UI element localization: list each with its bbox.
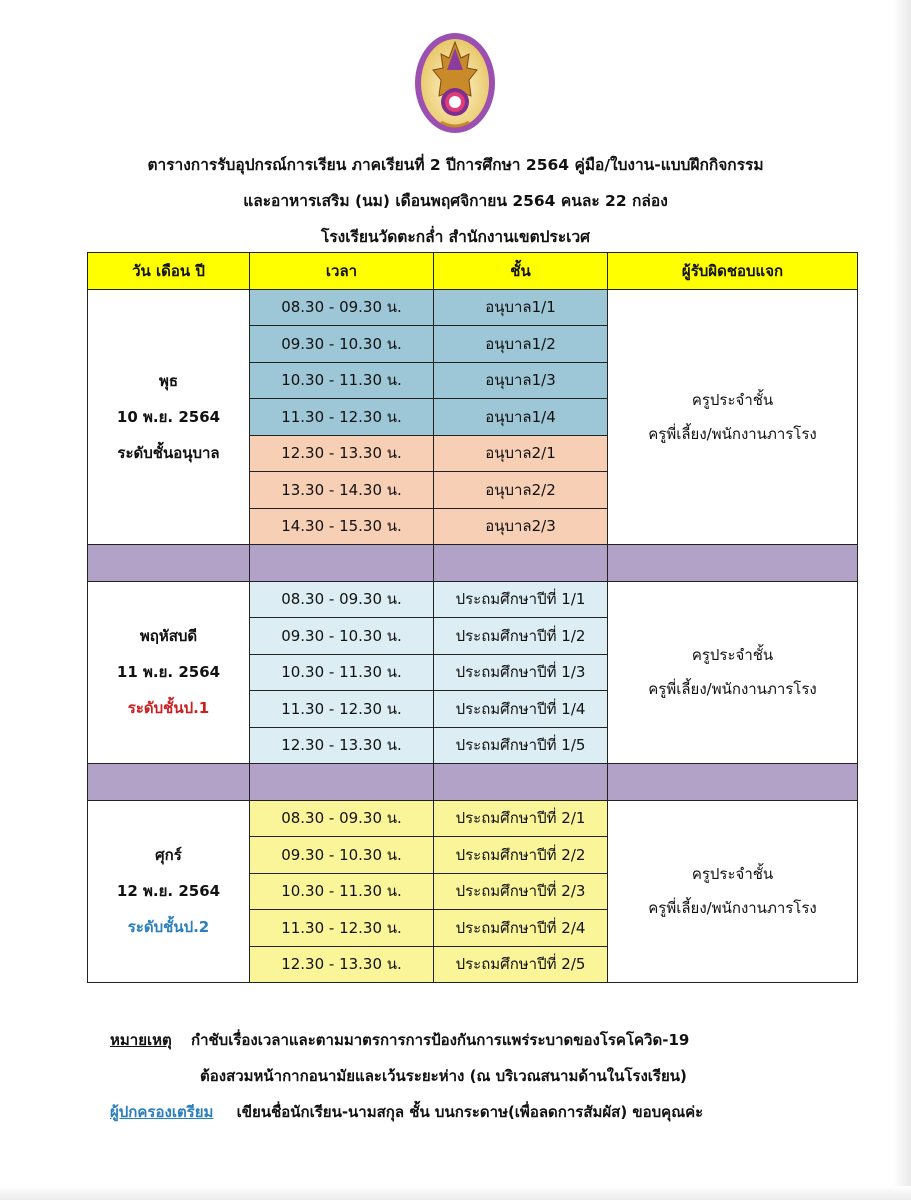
page-edge-shadow: [893, 0, 911, 1200]
parent-text: เขียนชื่อนักเรียน-นามสกุล ชั้น บนกระดาษ(เพื่อลดการสัมผัส) ขอบคุณค่ะ: [236, 1103, 704, 1121]
header-class: ชั้น: [434, 253, 608, 290]
schedule-table: [87, 252, 858, 983]
class-cell: อนุบาล1/3: [434, 362, 608, 399]
time-cell: 13.30 - 14.30 น.: [250, 472, 434, 509]
time-cell: 09.30 - 10.30 น.: [250, 618, 434, 655]
responsible-line: ครูพี่เลี้ยง/พนักงานภารโรง: [648, 899, 817, 918]
class-cell: ประถมศึกษาปีที่ 1/5: [434, 727, 608, 764]
time-cell: 10.30 - 11.30 น.: [250, 654, 434, 691]
class-cell: ประถมศึกษาปีที่ 1/3: [434, 654, 608, 691]
class-cell: อนุบาล1/4: [434, 399, 608, 436]
responsible-cell: [608, 581, 858, 764]
page-bottom-shadow: [0, 1186, 911, 1200]
day-name: ศุกร์: [155, 846, 182, 865]
time-cell: 14.30 - 15.30 น.: [250, 508, 434, 545]
day-cell-friday: [88, 800, 250, 983]
day-level: ระดับชั้นป.1: [127, 699, 210, 718]
time-cell: 10.30 - 11.30 น.: [250, 873, 434, 910]
class-cell: ประถมศึกษาปีที่ 2/1: [434, 800, 608, 837]
day-cell-thursday: [88, 581, 250, 764]
title-line-2: และอาหารเสริม (นม) เดือนพฤศจิกายน 2564 คนละ 22 กล่อง: [243, 192, 668, 210]
responsible-line: ครูพี่เลี้ยง/พนักงานภารโรง: [648, 680, 817, 699]
table-header-row: [88, 253, 858, 290]
class-cell: อนุบาล1/1: [434, 289, 608, 326]
time-cell: 12.30 - 13.30 น.: [250, 435, 434, 472]
table-row: [88, 581, 858, 618]
time-cell: 08.30 - 09.30 น.: [250, 800, 434, 837]
class-cell: ประถมศึกษาปีที่ 2/2: [434, 837, 608, 874]
time-cell: 08.30 - 09.30 น.: [250, 289, 434, 326]
day-date: 11 พ.ย. 2564: [116, 663, 221, 682]
separator-row: [88, 545, 858, 582]
class-cell: อนุบาล1/2: [434, 326, 608, 363]
responsible-line: ครูประจำชั้น: [691, 390, 774, 409]
time-cell: 08.30 - 09.30 น.: [250, 581, 434, 618]
title-line-3: โรงเรียนวัดตะกล่ำ สำนักงานเขตประเวศ: [321, 228, 590, 246]
remark-text-1: กำชับเรื่องเวลาและตามมาตรการการป้องกันการแพร่ระบาดของโรคโควิด-19: [190, 1031, 690, 1049]
class-cell: อนุบาล2/2: [434, 472, 608, 509]
time-cell: 11.30 - 12.30 น.: [250, 691, 434, 728]
time-cell: 12.30 - 13.30 น.: [250, 946, 434, 983]
parent-note: [110, 1100, 703, 1124]
header-time: เวลา: [250, 253, 434, 290]
class-cell: อนุบาล2/3: [434, 508, 608, 545]
separator-row: [88, 764, 858, 801]
class-cell: ประถมศึกษาปีที่ 1/2: [434, 618, 608, 655]
day-cell-wednesday: [88, 289, 250, 545]
table-row: [88, 289, 858, 326]
day-level: ระดับชั้นอนุบาล: [117, 443, 220, 462]
class-cell: ประถมศึกษาปีที่ 2/3: [434, 873, 608, 910]
day-name: พุธ: [158, 371, 179, 390]
responsible-line: ครูประจำชั้น: [691, 646, 774, 665]
remark-label: หมายเหตุ: [110, 1031, 172, 1049]
time-cell: 09.30 - 10.30 น.: [250, 326, 434, 363]
class-cell: ประถมศึกษาปีที่ 2/4: [434, 910, 608, 947]
header-responsible: ผู้รับผิดชอบแจก: [608, 253, 858, 290]
class-cell: อนุบาล2/1: [434, 435, 608, 472]
day-date: 10 พ.ย. 2564: [116, 407, 221, 426]
time-cell: 10.30 - 11.30 น.: [250, 362, 434, 399]
title-line-1: ตารางการรับอุปกรณ์การเรียน ภาคเรียนที่ 2 ปีการศึกษา 2564 คู่มือ/ใบงาน-แบบฝึกกิจกรรม: [147, 156, 764, 174]
day-date: 12 พ.ย. 2564: [116, 882, 221, 901]
time-cell: 11.30 - 12.30 น.: [250, 399, 434, 436]
responsible-cell: [608, 289, 858, 545]
time-cell: 09.30 - 10.30 น.: [250, 837, 434, 874]
table-row: [88, 800, 858, 837]
remark-text-2: ต้องสวมหน้ากากอนามัยและเว้นระยะห่าง (ณ บริเวณสนามด้านในโรงเรียน): [200, 1067, 687, 1085]
school-emblem-icon: [411, 26, 499, 136]
time-cell: 12.30 - 13.30 น.: [250, 727, 434, 764]
responsible-cell: [608, 800, 858, 983]
responsible-line: ครูพี่เลี้ยง/พนักงานภารโรง: [648, 424, 817, 443]
responsible-line: ครูประจำชั้น: [691, 865, 774, 884]
day-level: ระดับชั้นป.2: [127, 918, 210, 937]
parent-label: ผู้ปกครองเตรียม: [110, 1103, 214, 1121]
remark-line-1: [110, 1028, 689, 1052]
header-date: วัน เดือน ปี: [88, 253, 250, 290]
time-cell: 11.30 - 12.30 น.: [250, 910, 434, 947]
day-name: พฤหัสบดี: [139, 627, 198, 646]
class-cell: ประถมศึกษาปีที่ 2/5: [434, 946, 608, 983]
class-cell: ประถมศึกษาปีที่ 1/1: [434, 581, 608, 618]
class-cell: ประถมศึกษาปีที่ 1/4: [434, 691, 608, 728]
